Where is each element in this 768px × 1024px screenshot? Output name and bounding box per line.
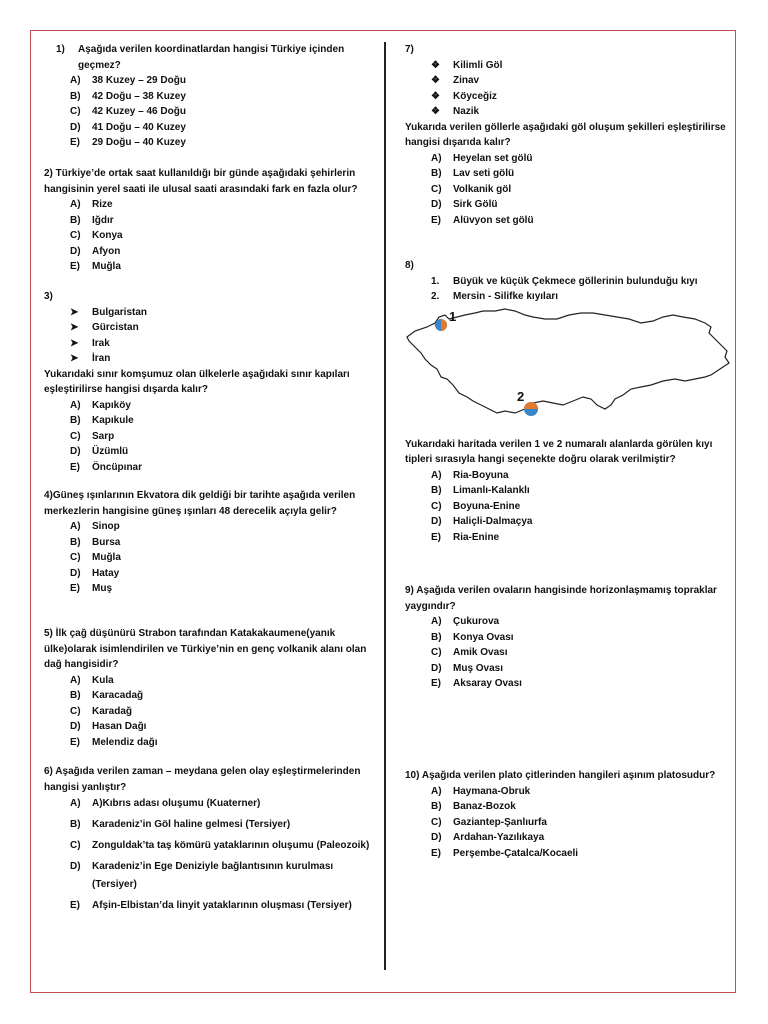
- option-letter: D): [431, 516, 442, 527]
- answer-option[interactable]: [44, 704, 374, 720]
- bullet-text: Kilimli Göl: [453, 59, 503, 71]
- option-text: 29 Doğu – 40 Kuzey: [92, 137, 186, 148]
- option-text: Volkanik göl: [453, 183, 512, 195]
- bullet-icon: ❖: [431, 106, 440, 117]
- answer-option[interactable]: [405, 614, 735, 630]
- question-7-number: 7): [405, 44, 414, 55]
- option-letter: E): [70, 736, 80, 748]
- option-text: Limanlı-Kalanklı: [453, 485, 530, 496]
- option-text: Konya Ovası: [453, 631, 514, 643]
- option-text: Banaz-Bozok: [453, 801, 516, 812]
- answer-option[interactable]: [405, 197, 735, 213]
- option-letter: A): [70, 798, 81, 809]
- option-letter: C): [431, 816, 442, 828]
- option-text: Öncüpınar: [92, 461, 143, 473]
- answer-option[interactable]: [44, 858, 374, 894]
- option-text: Ria-Boyuna: [453, 469, 509, 481]
- option-text: Rize: [92, 199, 113, 210]
- option-letter: C): [431, 647, 442, 658]
- option-text: Sirk Gölü: [453, 199, 498, 210]
- column-divider: [384, 42, 386, 970]
- option-text: Gaziantep-Şanlıurfa: [453, 816, 547, 828]
- bullet-item: [44, 336, 374, 352]
- answer-option[interactable]: [405, 661, 735, 677]
- answer-option[interactable]: [405, 645, 735, 661]
- bullet-text: Bulgaristan: [92, 306, 148, 318]
- answer-option[interactable]: [44, 566, 374, 582]
- option-letter: D): [431, 832, 442, 843]
- item-number: 1.: [431, 275, 440, 287]
- option-text: Alüvyon set gölü: [453, 214, 534, 226]
- answer-option[interactable]: [44, 519, 374, 535]
- option-letter: A): [431, 152, 442, 164]
- bullet-icon: ➤: [70, 353, 79, 364]
- option-letter: C): [70, 705, 81, 717]
- option-letter: E): [70, 583, 80, 594]
- answer-option[interactable]: [44, 429, 374, 445]
- option-text: 42 Kuzey – 46 Doğu: [92, 106, 186, 117]
- question-4-options: [44, 519, 374, 597]
- option-text: Karadağ: [92, 705, 133, 717]
- question-8-stem: Yukarıdaki haritada verilen 1 ve 2 numaralı alanlarda görülen kıyı tipleri sırasıyla hangi seçenekte doğru olarak verilmiştir?: [405, 438, 713, 465]
- option-letter: A): [70, 75, 81, 86]
- option-letter: B): [70, 819, 81, 830]
- option-letter: D): [431, 662, 442, 674]
- question-6-stem: 6) Aşağıda verilen zaman – meydana gelen olay eşleştirmelerinden hangisi yanlıştır?: [44, 766, 361, 793]
- option-text: Kapıköy: [92, 399, 131, 411]
- question-3-stem: Yukarıdaki sınır komşumuz olan ülkelerle aşağıdaki sınır kapıları eşleştirilirse hangisi dışarda kalır?: [44, 368, 350, 395]
- option-text: Haymana-Obruk: [453, 785, 531, 797]
- answer-option[interactable]: [44, 444, 374, 460]
- question-9: [405, 583, 735, 692]
- option-letter: D): [70, 861, 81, 872]
- bullet-item: [405, 58, 735, 74]
- option-text: Konya: [92, 230, 123, 241]
- question-7: [405, 42, 735, 228]
- question-1-number: 1): [56, 44, 65, 55]
- bullet-icon: ❖: [431, 90, 440, 102]
- option-text: Muğla: [92, 261, 121, 272]
- option-letter: C): [70, 840, 81, 851]
- option-letter: E): [431, 847, 441, 859]
- question-4: [44, 488, 374, 597]
- option-letter: B): [431, 631, 442, 643]
- answer-option[interactable]: [405, 784, 735, 800]
- answer-option[interactable]: [405, 630, 735, 646]
- answer-option[interactable]: [44, 535, 374, 551]
- map-label-1: 1: [449, 308, 457, 324]
- question-8-options: [405, 468, 735, 546]
- question-7-options: [405, 151, 735, 229]
- question-6-options: [44, 795, 374, 915]
- option-letter: D): [70, 245, 81, 257]
- bullet-icon: ❖: [431, 75, 440, 86]
- answer-option[interactable]: [405, 846, 735, 862]
- turkey-map-outline: [405, 305, 735, 417]
- option-text: Melendiz dağı: [92, 736, 158, 748]
- option-letter: D): [70, 121, 81, 133]
- option-letter: A): [70, 521, 81, 532]
- option-letter: D): [70, 567, 81, 579]
- answer-option[interactable]: [44, 735, 374, 751]
- answer-option[interactable]: [44, 89, 374, 105]
- answer-option[interactable]: [405, 799, 735, 815]
- answer-option[interactable]: [405, 530, 735, 546]
- option-letter: B): [431, 801, 442, 812]
- map-label-2: 2: [517, 388, 525, 404]
- option-letter: D): [431, 199, 442, 210]
- question-3-options: [44, 398, 374, 476]
- question-2: [44, 166, 374, 275]
- question-2-options: [44, 197, 374, 275]
- question-1: [44, 42, 374, 151]
- answer-option[interactable]: [405, 483, 735, 499]
- question-8-number: 8): [405, 260, 414, 271]
- option-text: Afşin-Elbistan’da linyit yataklarının oluşması (Tersiyer): [92, 900, 352, 911]
- option-text: Ria-Enine: [453, 531, 500, 543]
- option-letter: A): [70, 674, 81, 686]
- question-5-options: [44, 673, 374, 751]
- question-6: [44, 764, 374, 918]
- option-text: Kapıkule: [92, 415, 134, 426]
- numbered-item: [405, 274, 735, 290]
- question-3: [44, 289, 374, 475]
- answer-option[interactable]: [44, 897, 374, 915]
- option-text: Zonguldak’ta taş kömürü yataklarının oluşumu (Paleozoik): [92, 840, 370, 851]
- answer-option[interactable]: [44, 581, 374, 597]
- bullet-text: Gürcistan: [92, 322, 139, 333]
- bullet-text: Irak: [92, 337, 110, 349]
- item-text: Büyük ve küçük Çekmece göllerinin bulunduğu kıyı: [453, 275, 698, 287]
- answer-option[interactable]: [44, 228, 374, 244]
- turkey-map: [405, 305, 735, 417]
- option-text: Sarp: [92, 430, 115, 442]
- answer-option[interactable]: [44, 398, 374, 414]
- bullet-item: [44, 305, 374, 321]
- option-text: Karacadağ: [92, 690, 144, 701]
- bullet-text: İran: [92, 353, 111, 364]
- answer-option[interactable]: [44, 104, 374, 120]
- answer-option[interactable]: [44, 673, 374, 689]
- answer-option[interactable]: [44, 795, 374, 813]
- answer-option[interactable]: [44, 244, 374, 260]
- question-5: [44, 626, 374, 750]
- option-text: Kula: [92, 674, 114, 686]
- option-text: Ardahan-Yazılıkaya: [453, 832, 545, 843]
- option-letter: D): [70, 721, 81, 732]
- option-letter: E): [431, 214, 441, 226]
- option-text: Haliçli-Dalmaçya: [453, 516, 533, 527]
- answer-option[interactable]: [405, 166, 735, 182]
- option-text: Üzümlü: [92, 446, 129, 457]
- option-letter: E): [70, 461, 80, 473]
- option-text: Iğdır: [92, 214, 114, 226]
- answer-option[interactable]: [44, 688, 374, 704]
- bullet-text: Köyceğiz: [453, 90, 497, 102]
- option-text: 41 Doğu – 40 Kuzey: [92, 121, 186, 133]
- option-letter: B): [70, 214, 81, 226]
- answer-option[interactable]: [44, 120, 374, 136]
- option-text: Karadeniz’in Ege Deniziyle bağlantısının kurulması (Tersiyer): [92, 861, 334, 890]
- answer-option[interactable]: [44, 73, 374, 89]
- option-text: Hasan Dağı: [92, 721, 147, 732]
- answer-option[interactable]: [44, 135, 374, 151]
- bullet-text: Zinav: [453, 75, 480, 86]
- option-text: Amik Ovası: [453, 647, 508, 658]
- item-number: 2.: [431, 291, 440, 302]
- option-letter: E): [70, 900, 80, 911]
- bullet-icon: ➤: [70, 337, 79, 349]
- question-1-stem: Aşağıda verilen koordinatlardan hangisi Türkiye içinden geçmez?: [78, 44, 345, 71]
- option-text: Perşembe-Çatalca/Kocaeli: [453, 847, 579, 859]
- turkey-outline-path: [407, 309, 729, 413]
- answer-option[interactable]: [405, 499, 735, 515]
- option-letter: B): [70, 690, 81, 701]
- option-letter: A): [431, 616, 442, 627]
- option-letter: C): [431, 500, 442, 512]
- question-1-options: [44, 73, 374, 151]
- answer-option[interactable]: [44, 816, 374, 834]
- answer-option[interactable]: [405, 830, 735, 846]
- bullet-item: [44, 320, 374, 336]
- bullet-icon: ➤: [70, 322, 79, 333]
- answer-option[interactable]: [44, 197, 374, 213]
- option-text: Çukurova: [453, 616, 500, 627]
- answer-option[interactable]: [44, 413, 374, 429]
- option-letter: A): [70, 399, 81, 411]
- option-text: Boyuna-Enine: [453, 500, 521, 512]
- option-letter: E): [70, 137, 80, 148]
- option-text: Muş Ovası: [453, 662, 504, 674]
- question-9-stem: 9) Aşağıda verilen ovaların hangisinde horizonlaşmamış topraklar yaygındır?: [405, 585, 717, 612]
- option-letter: C): [70, 230, 81, 241]
- answer-option[interactable]: [405, 815, 735, 831]
- option-letter: C): [70, 552, 81, 563]
- question-10-options: [405, 784, 735, 862]
- bullet-icon: ➤: [70, 306, 79, 318]
- question-3-bullets: [44, 305, 374, 367]
- numbered-item: [405, 289, 735, 305]
- option-letter: B): [431, 485, 442, 496]
- question-3-number: 3): [44, 291, 53, 302]
- option-text: Karadeniz’in Göl haline gelmesi (Tersiyer): [92, 819, 291, 830]
- option-letter: A): [70, 199, 81, 210]
- option-letter: B): [70, 90, 81, 102]
- option-letter: B): [70, 536, 81, 548]
- bullet-item: [44, 351, 374, 367]
- option-letter: A): [431, 785, 442, 797]
- bullet-item: [405, 89, 735, 105]
- question-10: [405, 768, 735, 861]
- answer-option[interactable]: [405, 468, 735, 484]
- option-letter: E): [70, 261, 80, 272]
- option-letter: D): [70, 446, 81, 457]
- option-letter: E): [431, 678, 441, 689]
- answer-option[interactable]: [44, 719, 374, 735]
- answer-option[interactable]: [44, 259, 374, 275]
- bullet-icon: ❖: [431, 59, 440, 71]
- option-text: Heyelan set gölü: [453, 152, 533, 164]
- option-text: A)Kıbrıs adası oluşumu (Kuaterner): [92, 798, 261, 809]
- question-8-numbered: [405, 274, 735, 305]
- answer-option[interactable]: [44, 213, 374, 229]
- answer-option[interactable]: [405, 151, 735, 167]
- option-letter: C): [431, 183, 442, 195]
- option-text: 38 Kuzey – 29 Doğu: [92, 75, 186, 86]
- item-text: Mersin - Silifke kıyıları: [453, 291, 559, 302]
- answer-option[interactable]: [44, 837, 374, 855]
- question-7-bullets: [405, 58, 735, 120]
- option-letter: E): [431, 531, 441, 543]
- option-text: Hatay: [92, 567, 120, 579]
- question-5-stem: 5) İlk çağ düşünürü Strabon tarafından Katakakaumene(yanık ülke)olarak isimlendirilen ve Türkiye’nin en genç volkanik alanı olan dağ hangisidir?: [44, 628, 367, 670]
- option-text: Muş: [92, 583, 112, 594]
- option-text: Bursa: [92, 536, 121, 548]
- question-2-stem: 2) Türkiye’de ortak saat kullanıldığı bir günde aşağıdaki şehirlerin hangisinin yerel saati ile ulusal saati arasındaki fark en fazla olur?: [44, 168, 358, 195]
- option-letter: B): [431, 168, 442, 179]
- question-7-stem: Yukarıda verilen göllerle aşağıdaki göl oluşum şekilleri eşleştirilirse hangisi dışarıda kalır?: [405, 121, 726, 148]
- option-letter: A): [431, 469, 442, 481]
- option-text: Sinop: [92, 521, 120, 532]
- answer-option[interactable]: [44, 550, 374, 566]
- question-10-stem: 10) Aşağıda verilen plato çitlerinden hangileri aşınım platosudur?: [405, 770, 716, 781]
- question-8: [405, 258, 735, 545]
- option-text: Aksaray Ovası: [453, 678, 522, 689]
- option-text: Lav seti gölü: [453, 168, 515, 179]
- bullet-item: [405, 73, 735, 89]
- option-text: Afyon: [92, 245, 121, 257]
- option-text: 42 Doğu – 38 Kuzey: [92, 90, 186, 102]
- bullet-item: [405, 104, 735, 120]
- question-9-options: [405, 614, 735, 692]
- answer-option[interactable]: [405, 676, 735, 692]
- answer-option[interactable]: [44, 460, 374, 476]
- option-letter: C): [70, 106, 81, 117]
- answer-option[interactable]: [405, 213, 735, 229]
- option-letter: B): [70, 415, 81, 426]
- answer-option[interactable]: [405, 182, 735, 198]
- bullet-text: Nazik: [453, 106, 480, 117]
- question-4-stem: 4)Güneş ışınlarının Ekvatora dik geldiği bir tarihte aşağıda verilen merkezlerin hangisine güneş ışınları 48 derecelik açıyla gelir?: [44, 490, 356, 517]
- option-text: Muğla: [92, 552, 121, 563]
- answer-option[interactable]: [405, 514, 735, 530]
- option-letter: C): [70, 430, 81, 442]
